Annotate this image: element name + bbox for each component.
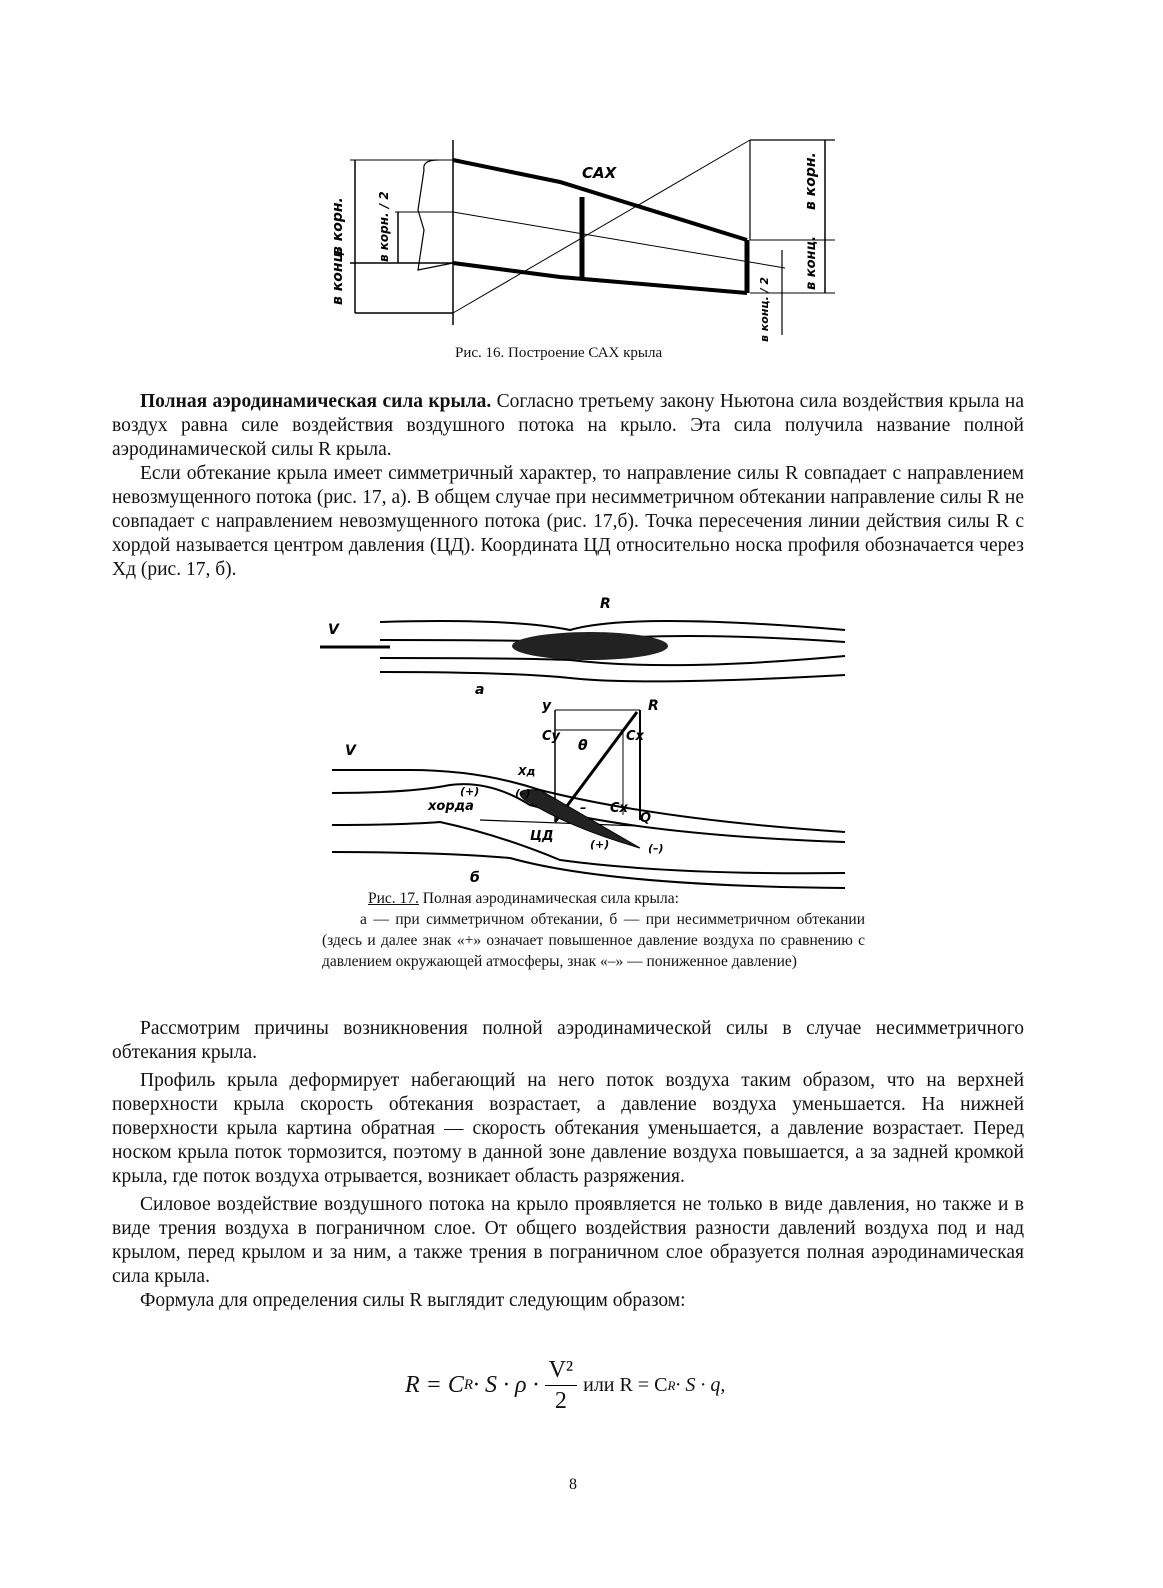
subfig-b-label: б (470, 870, 480, 886)
v-label-b: V (345, 743, 356, 759)
b-tip-label: в конц. (330, 246, 346, 305)
formula-mid: · S · ρ · (473, 1372, 539, 1398)
cax-label: САХ (582, 164, 617, 182)
formula-alt-rest: · S · q, (675, 1374, 726, 1396)
minus-label-top: (–) (515, 787, 531, 800)
subfig-a-label: а (475, 682, 485, 698)
cx-label-bottom: Cx (610, 801, 628, 816)
formula-lhs: R = C (405, 1372, 464, 1398)
symmetric-airfoil (512, 632, 668, 660)
paragraph-2: Если обтекание крыла имеет симметричный характер, то направление силы R совпадает с направлением невозмущенного потока (рис. 17, а). В общем случае при несимметричном обтекании направление силы R не совпадает с направлением невозмущенного потока (рис. 17,б). Точка пересечения линии действия силы R с хордой называется центром давления (ЦД). Координата ЦД относительно носка профиля обозначается через Xд (рис. 17, б). (112, 463, 1024, 580)
b-tip-half-label: в конц. / 2 (758, 276, 771, 342)
plus-label-nose: (+) (460, 785, 480, 798)
figure-16-cax-diagram (310, 130, 850, 345)
b-root-half-label: в корн. / 2 (377, 191, 391, 262)
paragraph-1: Согласно третьему закону Ньютона сила воздействия крыла на воздух равна силе воздействия воздушного потока на крыло. Эта сила получила название полной аэродинамической силы R крыла. (112, 391, 1024, 460)
chord-label: хорда (428, 799, 474, 814)
formula-alt: или R = C (583, 1374, 668, 1396)
section-heading: Полная аэродинамическая сила крыла. (140, 391, 492, 412)
dash-label: – (580, 801, 587, 816)
force-formula (405, 1355, 725, 1416)
fraction-denominator: 2 (554, 1388, 567, 1414)
section-text (112, 390, 1024, 582)
r-label-a: R (600, 596, 611, 612)
b-root-right-label: в корн. (803, 152, 819, 210)
q-label: Q (640, 811, 652, 826)
formula-sub: R (463, 1377, 474, 1393)
figure-17-airflow-diagram (310, 590, 870, 890)
xd-label: Xд (518, 765, 536, 778)
caption-body: а — при симметричном обтекании, б — при несимметричном обтекании (здесь и далее знак «+» означает повышенное давление воздуха по сравнению с давлением окружающей атмосферы, знак «–» — пониженное давление) (322, 911, 865, 970)
paragraph-5: Силовое воздействие воздушного потока на крыло проявляется не только в виде давления, но также и в виде трения воздуха в пограничном слое. От общего воздействия разности давлений воздуха под и над крылом, перед крылом и за ним, а также трения в пограничном слое образуется полная аэродинамическая сила крыла. (112, 1194, 1024, 1287)
fraction (545, 1355, 578, 1416)
page-number: 8 (569, 1476, 577, 1493)
formula-alt-sub: R (667, 1377, 676, 1393)
caption-title: Полная аэродинамическая сила крыла: (418, 890, 679, 907)
paragraph-4: Профиль крыла деформирует набегающий на него поток воздуха таким образом, что на верхней поверхности крыла скорость обтекания возрастает, а давление воздуха уменьшается. На нижней поверхности крыла картина обратная — скорость обтекания уменьшается, а давление возрастает. Перед носком крыла поток тормозится, поэтому в данной зоне давление воздуха повышается, а за задней кромкой крыла, где поток воздуха отрывается, возникает область разряжения. (112, 1070, 1024, 1187)
paragraph-3: Рассмотрим причины возникновения полной аэродинамической силы в случае несимметричного обтекания крыла. (112, 1018, 1024, 1063)
minus-label-wake: (–) (648, 842, 664, 855)
figure-17-caption (322, 888, 865, 972)
y-label: y (542, 698, 552, 714)
caption-ref: Рис. 17. (368, 890, 419, 907)
paragraph-6: Формула для определения силы R выглядит следующим образом: (140, 1290, 686, 1311)
figure-16-caption: Рис. 16. Построение САХ крыла (455, 345, 663, 361)
plus-label-bottom: (+) (590, 838, 610, 851)
b-tip-right-label: в конц. (804, 235, 819, 290)
body-text (112, 1017, 1024, 1313)
v-label-a: V (328, 622, 339, 638)
fraction-numerator: V² (545, 1355, 578, 1386)
r-label-b: R (648, 698, 659, 714)
cy-label: Cy (542, 729, 561, 744)
cx-label-top: Cx (626, 729, 644, 744)
cd-label: ЦД (530, 829, 554, 844)
theta-label: θ (578, 738, 588, 754)
b-root-label: в корн. (330, 197, 346, 255)
